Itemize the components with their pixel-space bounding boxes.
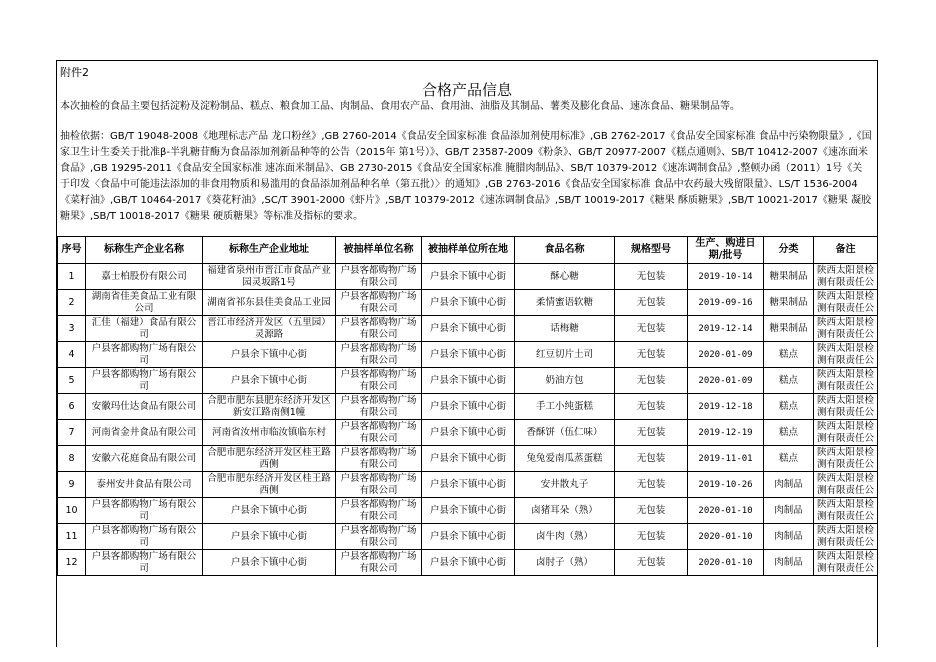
food-name-cell: 兔兔爱南瓜蒸蛋糕: [515, 446, 615, 472]
spec-model-cell: 无包装: [615, 524, 688, 550]
spec-model-cell: 无包装: [615, 394, 688, 420]
food-name-cell: 话梅糖: [515, 316, 615, 342]
manufacturer-address-cell: 湖南省祁东县佳美食品工业园: [203, 290, 336, 316]
remarks-cell: 陕西太阳景检测有限责任公: [814, 498, 878, 524]
food-name-cell: 卤牛肉（熟）: [515, 524, 615, 550]
table-row: [58, 368, 878, 394]
category-cell: 糕点: [764, 394, 814, 420]
manufacturer-address-cell: 户县余下镇中心街: [203, 524, 336, 550]
table-row: [58, 316, 878, 342]
sampled-unit-name-cell: 户县客都购物广场有限公司: [336, 264, 422, 290]
remarks-cell: 陕西太阳景检测有限责任公: [814, 290, 878, 316]
production-date-cell: 2020-01-09: [688, 342, 764, 368]
food-name-cell: 红豆切片土司: [515, 342, 615, 368]
production-date-cell: 2019-12-14: [688, 316, 764, 342]
table-row: [58, 290, 878, 316]
manufacturer-name-cell: 河南省金井食品有限公司: [86, 420, 203, 446]
food-name-cell: 柔情蜜语软糖: [515, 290, 615, 316]
spec-model-cell: 无包装: [615, 368, 688, 394]
manufacturer-name-cell: 安徽玛仕达食品有限公司: [86, 394, 203, 420]
food-name-cell: 卤猪耳朵（熟）: [515, 498, 615, 524]
sampled-unit-location-cell: 户县余下镇中心街: [422, 290, 515, 316]
remarks-cell: 陕西太阳景检测有限责任公: [814, 420, 878, 446]
production-date-cell: 2019-12-18: [688, 394, 764, 420]
product-table: [57, 236, 878, 576]
spec-model-cell: 无包装: [615, 316, 688, 342]
spec-model-cell: 无包装: [615, 472, 688, 498]
sampled-unit-location-cell: 户县余下镇中心街: [422, 498, 515, 524]
category-cell: 糖果制品: [764, 264, 814, 290]
manufacturer-name-cell: 户县客都购物广场有限公司: [86, 368, 203, 394]
sampled-unit-name-cell: 户县客都购物广场有限公司: [336, 472, 422, 498]
sampled-unit-location-cell: 户县余下镇中心街: [422, 524, 515, 550]
food-name-cell: 奶油方包: [515, 368, 615, 394]
sampled-unit-location-cell: 户县余下镇中心街: [422, 342, 515, 368]
sampled-unit-location-cell: 户县余下镇中心街: [422, 264, 515, 290]
manufacturer-address-cell: 合肥市肥东经济开发区桂王路西侧: [203, 446, 336, 472]
header-cell: 生产、购进日期/批号: [688, 237, 764, 264]
production-date-cell: 2019-10-14: [688, 264, 764, 290]
spec-model-cell: 无包装: [615, 342, 688, 368]
production-date-cell: 2019-11-01: [688, 446, 764, 472]
manufacturer-name-cell: 泰州安井食品有限公司: [86, 472, 203, 498]
sampled-unit-name-cell: 户县客都购物广场有限公司: [336, 316, 422, 342]
category-cell: 糕点: [764, 446, 814, 472]
spec-model-cell: 无包装: [615, 550, 688, 576]
sampled-unit-name-cell: 户县客都购物广场有限公司: [336, 446, 422, 472]
production-date-cell: 2020-01-10: [688, 498, 764, 524]
manufacturer-name-cell: 湖南省佳美食品工业有限公司: [86, 290, 203, 316]
header-cell: 标称生产企业名称: [86, 237, 203, 264]
manufacturer-address-cell: 河南省汝州市临汝镇临东村: [203, 420, 336, 446]
remarks-cell: 陕西太阳景检测有限责任公: [814, 394, 878, 420]
remarks-cell: 陕西太阳景检测有限责任公: [814, 446, 878, 472]
manufacturer-address-cell: 晋江市经济开发区（五里园）灵源路: [203, 316, 336, 342]
row-number-cell: 12: [58, 550, 86, 576]
category-cell: 糖果制品: [764, 316, 814, 342]
spec-model-cell: 无包装: [615, 290, 688, 316]
basis-paragraph: 抽检依据：GB/T 19048-2008《地理标志产品 龙口粉丝》,GB 2760-2014《食品安全国家标准 食品添加剂使用标准》,GB 2762-2017《食品安全国家标准 食品中污染物限量》,《国家卫生计生委关于批准β-半乳糖苷酶为食品添加剂新品种等的公告（2015年 第1号）》、GB/T 23587-2009《粉条》、GB/T 20977-2007《糕点通则》、SB/T 10412-2007《速冻面米食品》,GB 19295-2011《食品安全国家标准 速冻面米制品》、GB 2730-2015《食品安全国家标准 腌腊肉制品》、SB/T 10379-2012《速冻调制食品》,整顿办函（2011）1号《关于印发〈食品中可能违法添加的非食用物质和易滥用的食品添加剂品种名单（第五批）〉的通知》,GB 2763-2016《食品安全国家标准 食品中农药最大残留限量》、LS/T 1536-2004《菜籽油》,GB/T 10464-2017《葵花籽油》,SC/T 3901-2000《虾片》,SB/T 10379-2012《速冻调制食品》,SB/T 10019-2017《糖果 酥质糖果》,SB/T 10021-2017《糖果 凝胶糖果》,SB/T 10018-2017《糖果 硬质糖果》等标准及指标的要求。: [60, 131, 872, 222]
header-cell: 被抽样单位所在地: [422, 237, 515, 264]
manufacturer-name-cell: 户县客都购物广场有限公司: [86, 524, 203, 550]
manufacturer-address-cell: 福建省泉州市晋江市食品产业园灵坂路1号: [203, 264, 336, 290]
annex-label: 附件2: [60, 66, 89, 79]
sampled-unit-name-cell: 户县客都购物广场有限公司: [336, 342, 422, 368]
spec-model-cell: 无包装: [615, 420, 688, 446]
remarks-cell: 陕西太阳景检测有限责任公: [814, 368, 878, 394]
table-row: [58, 446, 878, 472]
production-date-cell: 2019-09-16: [688, 290, 764, 316]
remarks-cell: 陕西太阳景检测有限责任公: [814, 264, 878, 290]
production-date-cell: 2020-01-09: [688, 368, 764, 394]
manufacturer-name-cell: 安徽六花庭食品有限公司: [86, 446, 203, 472]
manufacturer-name-cell: 汇佳（福建）食品有限公司: [86, 316, 203, 342]
row-number-cell: 11: [58, 524, 86, 550]
production-date-cell: 2020-01-10: [688, 524, 764, 550]
row-number-cell: 5: [58, 368, 86, 394]
row-number-cell: 10: [58, 498, 86, 524]
sampled-unit-location-cell: 户县余下镇中心街: [422, 368, 515, 394]
table-row: [58, 498, 878, 524]
sampled-unit-name-cell: 户县客都购物广场有限公司: [336, 290, 422, 316]
table-row: [58, 264, 878, 290]
document-sheet: [56, 60, 878, 647]
remarks-cell: 陕西太阳景检测有限责任公: [814, 550, 878, 576]
sampled-unit-location-cell: 户县余下镇中心街: [422, 550, 515, 576]
production-date-cell: 2019-10-26: [688, 472, 764, 498]
sampled-unit-name-cell: 户县客都购物广场有限公司: [336, 420, 422, 446]
food-name-cell: 手工小纯蛋糕: [515, 394, 615, 420]
category-cell: 肉制品: [764, 472, 814, 498]
table-row: [58, 394, 878, 420]
table-row: [58, 524, 878, 550]
table-row: [58, 550, 878, 576]
row-number-cell: 4: [58, 342, 86, 368]
manufacturer-address-cell: 合肥市肥东经济开发区桂王路西侧: [203, 472, 336, 498]
sampled-unit-name-cell: 户县客都购物广场有限公司: [336, 524, 422, 550]
sampled-unit-name-cell: 户县客都购物广场有限公司: [336, 368, 422, 394]
row-number-cell: 9: [58, 472, 86, 498]
category-cell: 糕点: [764, 420, 814, 446]
remarks-cell: 陕西太阳景检测有限责任公: [814, 342, 878, 368]
sampled-unit-location-cell: 户县余下镇中心街: [422, 446, 515, 472]
food-name-cell: 安井散丸子: [515, 472, 615, 498]
manufacturer-name-cell: 嘉士柏股份有限公司: [86, 264, 203, 290]
manufacturer-address-cell: 户县余下镇中心街: [203, 368, 336, 394]
manufacturer-address-cell: 户县余下镇中心街: [203, 342, 336, 368]
spec-model-cell: 无包装: [615, 446, 688, 472]
header-cell: 备注: [814, 237, 878, 264]
category-cell: 肉制品: [764, 524, 814, 550]
table-row: [58, 420, 878, 446]
header-cell: 标称生产企业地址: [203, 237, 336, 264]
production-date-cell: 2019-12-19: [688, 420, 764, 446]
row-number-cell: 6: [58, 394, 86, 420]
food-name-cell: 酥心糖: [515, 264, 615, 290]
manufacturer-address-cell: 合肥市肥东县肥东经济开发区新安江路南侧1幢: [203, 394, 336, 420]
food-name-cell: 卤肘子（熟）: [515, 550, 615, 576]
remarks-cell: 陕西太阳景检测有限责任公: [814, 524, 878, 550]
header-cell: 序号: [58, 237, 86, 264]
sampled-unit-name-cell: 户县客都购物广场有限公司: [336, 550, 422, 576]
manufacturer-name-cell: 户县客都购物广场有限公司: [86, 550, 203, 576]
sampled-unit-name-cell: 户县客都购物广场有限公司: [336, 498, 422, 524]
sampled-unit-location-cell: 户县余下镇中心街: [422, 394, 515, 420]
category-cell: 糕点: [764, 368, 814, 394]
page-title: 合格产品信息: [421, 81, 512, 99]
sampled-unit-name-cell: 户县客都购物广场有限公司: [336, 394, 422, 420]
spec-model-cell: 无包装: [615, 264, 688, 290]
intro-paragraph: 本次抽检的食品主要包括淀粉及淀粉制品、糕点、粮食加工品、肉制品、食用农产品、食用油、油脂及其制品、薯类及膨化食品、速冻食品、糖果制品等。: [60, 101, 740, 112]
header-cell: 规格型号: [615, 237, 688, 264]
row-number-cell: 1: [58, 264, 86, 290]
production-date-cell: 2020-01-10: [688, 550, 764, 576]
remarks-cell: 陕西太阳景检测有限责任公: [814, 316, 878, 342]
remarks-cell: 陕西太阳景检测有限责任公: [814, 472, 878, 498]
table-body: [58, 264, 878, 576]
category-cell: 肉制品: [764, 550, 814, 576]
spec-model-cell: 无包装: [615, 498, 688, 524]
sampled-unit-location-cell: 户县余下镇中心街: [422, 316, 515, 342]
manufacturer-name-cell: 户县客都购物广场有限公司: [86, 498, 203, 524]
header-cell: 食品名称: [515, 237, 615, 264]
sampled-unit-location-cell: 户县余下镇中心街: [422, 472, 515, 498]
row-number-cell: 7: [58, 420, 86, 446]
manufacturer-name-cell: 户县客都购物广场有限公司: [86, 342, 203, 368]
manufacturer-address-cell: 户县余下镇中心街: [203, 550, 336, 576]
row-number-cell: 8: [58, 446, 86, 472]
header-cell: 分类: [764, 237, 814, 264]
header-cell: 被抽样单位名称: [336, 237, 422, 264]
table-header-row: [58, 237, 878, 264]
manufacturer-address-cell: 户县余下镇中心街: [203, 498, 336, 524]
sampled-unit-location-cell: 户县余下镇中心街: [422, 420, 515, 446]
row-number-cell: 2: [58, 290, 86, 316]
category-cell: 糕点: [764, 342, 814, 368]
category-cell: 肉制品: [764, 498, 814, 524]
food-name-cell: 香酥饼（伍仁味）: [515, 420, 615, 446]
table-row: [58, 472, 878, 498]
category-cell: 糖果制品: [764, 290, 814, 316]
table-row: [58, 342, 878, 368]
row-number-cell: 3: [58, 316, 86, 342]
